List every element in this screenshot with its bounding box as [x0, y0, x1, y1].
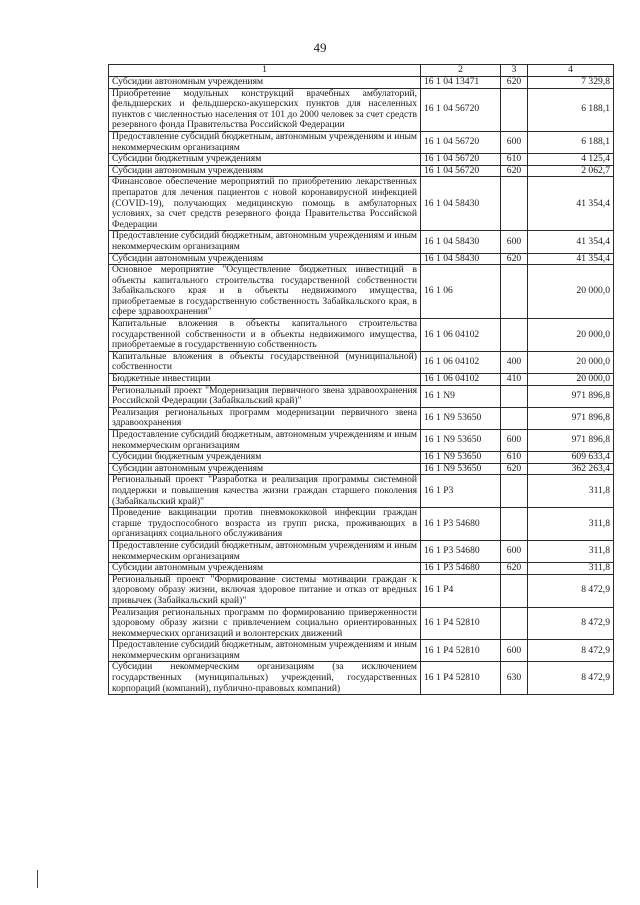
row-code-cell: 16 1 06 04102: [421, 374, 501, 386]
table-row: [109, 131, 614, 153]
row-code-cell: 16 1 N9: [421, 385, 501, 407]
table-row: [109, 177, 614, 231]
row-sum-cell: 20 000,0: [528, 265, 614, 319]
table-header-row: [109, 65, 614, 77]
table-row: [109, 351, 614, 373]
column-header: 2: [421, 65, 501, 77]
row-sum-cell: 41 354,4: [528, 231, 614, 253]
row-name-cell: Региональный проект "Формирование системы мотивации граждан к здоровому образу жизни, включая здоровое питание и отказ от вредных привычек (Забайкальский край)": [109, 574, 421, 607]
row-type-cell: [501, 385, 528, 407]
row-sum-cell: 8 472,9: [528, 607, 614, 640]
budget-table-body: [109, 65, 614, 695]
table-row: [109, 540, 614, 562]
row-name-cell: Субсидии автономным учреждениям: [109, 165, 421, 177]
row-code-cell: 16 1 04 56720: [421, 131, 501, 153]
row-type-cell: 620: [501, 253, 528, 265]
row-type-cell: [501, 508, 528, 541]
row-name-cell: Основное мероприятие "Осуществление бюджетных инвестиций в объекты капитального строительства государственной собственности Забайкальского края и в объекты недвижимого имущества, приобретаемые в государственную собственность Забайкальского края, в сфере здравоохранения": [109, 265, 421, 319]
page-number: 49: [313, 40, 327, 55]
row-name-cell: Капитальные вложения в объекты капитального строительства государственной собственности и в объекты недвижимого имущества, приобретаемые в государственную собственность: [109, 319, 421, 352]
row-type-cell: 600: [501, 540, 528, 562]
row-name-cell: Субсидии автономным учреждениям: [109, 77, 421, 89]
table-row: [109, 662, 614, 695]
column-header: 1: [109, 65, 421, 77]
row-sum-cell: 609 633,4: [528, 452, 614, 464]
row-code-cell: 16 1 04 58430: [421, 177, 501, 231]
row-name-cell: Предоставление субсидий бюджетным, автономным учреждениям и иным некоммерческим организациям: [109, 131, 421, 153]
row-type-cell: 630: [501, 662, 528, 695]
row-name-cell: Субсидии бюджетным учреждениям: [109, 154, 421, 166]
row-name-cell: Капитальные вложения в объекты государственной (муниципальной) собственности: [109, 351, 421, 373]
table-row: [109, 165, 614, 177]
row-type-cell: 620: [501, 77, 528, 89]
row-code-cell: 16 1 04 56720: [421, 154, 501, 166]
table-row: [109, 253, 614, 265]
table-row: [109, 319, 614, 352]
row-type-cell: [501, 319, 528, 352]
table-row: [109, 607, 614, 640]
table-row: [109, 640, 614, 662]
row-type-cell: 610: [501, 452, 528, 464]
budget-table: [108, 64, 614, 695]
row-name-cell: Финансовое обеспечение мероприятий по приобретению лекарственных препаратов для лечения пациентов с новой коронавирусной инфекцией (COVID-19), получающих медицинскую помощь в амбулаторных условиях, за счет средств резервного фонда Правительства Российской Федерации: [109, 177, 421, 231]
column-header: 4: [528, 65, 614, 77]
row-type-cell: 600: [501, 231, 528, 253]
row-sum-cell: 311,8: [528, 563, 614, 575]
table-row: [109, 88, 614, 131]
row-sum-cell: 41 354,4: [528, 253, 614, 265]
row-code-cell: 16 1 N9 53650: [421, 407, 501, 429]
row-type-cell: 620: [501, 463, 528, 475]
row-name-cell: Проведение вакцинации против пневмококковой инфекции граждан старше трудоспособного возраста из групп риска, проживающих в организациях социального обслуживания: [109, 508, 421, 541]
row-sum-cell: 20 000,0: [528, 374, 614, 386]
row-name-cell: Региональный проект "Модернизация первичного звена здравоохранения Российской Федерации (Забайкальский край)": [109, 385, 421, 407]
row-type-cell: [501, 265, 528, 319]
row-name-cell: Субсидии бюджетным учреждениям: [109, 452, 421, 464]
row-code-cell: 16 1 N9 53650: [421, 463, 501, 475]
row-sum-cell: 20 000,0: [528, 351, 614, 373]
row-name-cell: Предоставление субсидий бюджетным, автономным учреждениям и иным некоммерческим организациям: [109, 231, 421, 253]
column-header: 3: [501, 65, 528, 77]
row-code-cell: 16 1 04 58430: [421, 231, 501, 253]
row-code-cell: 16 1 P4 52810: [421, 607, 501, 640]
row-sum-cell: 971 896,8: [528, 430, 614, 452]
table-row: [109, 452, 614, 464]
row-code-cell: 16 1 06 04102: [421, 319, 501, 352]
row-type-cell: 600: [501, 640, 528, 662]
row-code-cell: 16 1 P4: [421, 574, 501, 607]
table-row: [109, 231, 614, 253]
table-row: [109, 407, 614, 429]
row-name-cell: Реализация региональных программ по формированию приверженности здоровому образу жизни с привлечением социально ориентированных некоммерческих организаций и волонтерских движений: [109, 607, 421, 640]
row-name-cell: Субсидии некоммерческим организациям (за исключением государственных (муниципальных) учреждений, государственных корпораций (компаний), публично-правовых компаний): [109, 662, 421, 695]
row-code-cell: 16 1 P4 52810: [421, 662, 501, 695]
row-type-cell: [501, 177, 528, 231]
row-sum-cell: 8 472,9: [528, 662, 614, 695]
row-sum-cell: 971 896,8: [528, 407, 614, 429]
row-type-cell: 610: [501, 154, 528, 166]
row-sum-cell: 311,8: [528, 508, 614, 541]
row-code-cell: 16 1 04 56720: [421, 165, 501, 177]
row-name-cell: Субсидии автономным учреждениям: [109, 463, 421, 475]
table-row: [109, 463, 614, 475]
row-type-cell: 600: [501, 430, 528, 452]
row-sum-cell: 8 472,9: [528, 574, 614, 607]
table-row: [109, 508, 614, 541]
table-row: [109, 374, 614, 386]
row-code-cell: 16 1 04 58430: [421, 253, 501, 265]
row-sum-cell: 20 000,0: [528, 319, 614, 352]
row-name-cell: Бюджетные инвестиции: [109, 374, 421, 386]
table-row: [109, 154, 614, 166]
row-sum-cell: 971 896,8: [528, 385, 614, 407]
table-row: [109, 77, 614, 89]
row-type-cell: [501, 607, 528, 640]
row-name-cell: Региональный проект "Разработка и реализация программы системной поддержки и повышения качества жизни граждан старшего поколения (Забайкальский край)": [109, 475, 421, 508]
row-type-cell: [501, 574, 528, 607]
row-name-cell: Предоставление субсидий бюджетным, автономным учреждениям и иным некоммерческим организациям: [109, 540, 421, 562]
row-type-cell: 620: [501, 165, 528, 177]
row-sum-cell: 311,8: [528, 475, 614, 508]
table-row: [109, 574, 614, 607]
row-code-cell: 16 1 06 04102: [421, 351, 501, 373]
row-sum-cell: 41 354,4: [528, 177, 614, 231]
table-row: [109, 563, 614, 575]
row-code-cell: 16 1 P3 54680: [421, 540, 501, 562]
row-sum-cell: 7 329,8: [528, 77, 614, 89]
scan-margin-mark: [37, 870, 38, 888]
row-code-cell: 16 1 06: [421, 265, 501, 319]
row-code-cell: 16 1 P3: [421, 475, 501, 508]
row-type-cell: 620: [501, 563, 528, 575]
row-sum-cell: 311,8: [528, 540, 614, 562]
row-code-cell: 16 1 P3 54680: [421, 563, 501, 575]
row-sum-cell: 6 188,1: [528, 88, 614, 131]
row-sum-cell: 2 062,7: [528, 165, 614, 177]
row-name-cell: Приобретение модульных конструкций врачебных амбулаторий, фельдшерских и фельдшерско-акушерских пунктов для населенных пунктов с численностью населения от 101 до 2000 человек за счет средств резервного фонда Правительства Российской Федерации: [109, 88, 421, 131]
row-name-cell: Предоставление субсидий бюджетным, автономным учреждениям и иным некоммерческим организациям: [109, 430, 421, 452]
row-type-cell: 600: [501, 131, 528, 153]
row-code-cell: 16 1 N9 53650: [421, 452, 501, 464]
table-row: [109, 385, 614, 407]
row-code-cell: 16 1 04 56720: [421, 88, 501, 131]
row-type-cell: [501, 88, 528, 131]
row-name-cell: Предоставление субсидий бюджетным, автономным учреждениям и иным некоммерческим организациям: [109, 640, 421, 662]
row-name-cell: Субсидии автономным учреждениям: [109, 563, 421, 575]
row-sum-cell: 6 188,1: [528, 131, 614, 153]
row-name-cell: Субсидии автономным учреждениям: [109, 253, 421, 265]
row-sum-cell: 362 263,4: [528, 463, 614, 475]
row-name-cell: Реализация региональных программ модернизации первичного звена здравоохранения: [109, 407, 421, 429]
row-code-cell: 16 1 P3 54680: [421, 508, 501, 541]
row-type-cell: 400: [501, 351, 528, 373]
row-code-cell: 16 1 04 13471: [421, 77, 501, 89]
table-row: [109, 475, 614, 508]
table-row: [109, 430, 614, 452]
row-type-cell: [501, 407, 528, 429]
table-row: [109, 265, 614, 319]
row-sum-cell: 4 125,4: [528, 154, 614, 166]
row-code-cell: 16 1 N9 53650: [421, 430, 501, 452]
row-type-cell: 410: [501, 374, 528, 386]
row-sum-cell: 8 472,9: [528, 640, 614, 662]
row-type-cell: [501, 475, 528, 508]
row-code-cell: 16 1 P4 52810: [421, 640, 501, 662]
